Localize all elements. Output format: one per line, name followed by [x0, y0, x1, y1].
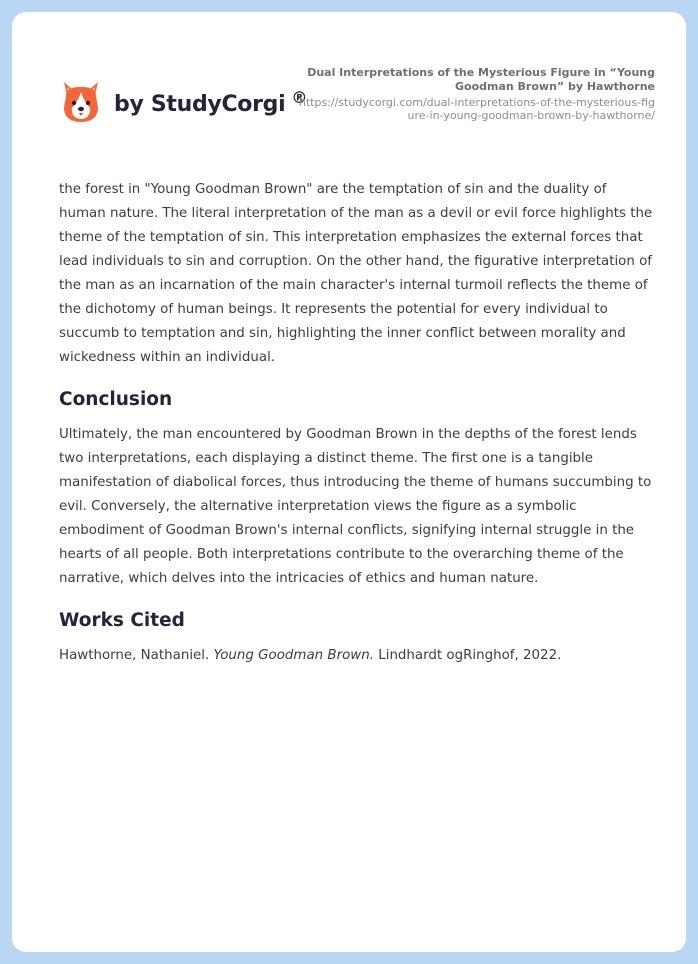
studycorgi-logo[interactable]	[60, 76, 307, 126]
citation-entry	[59, 644, 657, 668]
citation-work-title: Young Goodman Brown.	[213, 648, 374, 663]
registered-mark: ®	[291, 87, 308, 107]
page-header	[12, 12, 686, 152]
corgi-icon	[60, 78, 102, 124]
citation-author: Hawthorne, Nathaniel.	[59, 648, 210, 663]
works-cited-heading: Works Cited	[59, 610, 185, 631]
logo-text: by StudyCorgi	[114, 91, 286, 117]
conclusion-paragraph: Ultimately, the man encountered by Goodman Brown in the depths of the forest lends two interpretations, each displaying a distinct theme. The first one is a tangible manifestation of diabolical forces, thus introducing the theme of humans succumbing to evil. Conversely, the alternative interpretation views the figure as a symbolic embodiment of Goodman Brown's internal conflicts, signifying internal struggle in the hearts of all people. Both interpretations contribute to the overarching theme of the narrative, which delves into the intricacies of ethics and human nature.	[59, 427, 652, 586]
document-url[interactable]: https://studycorgi.com/dual-interpretations-of-the-mysterious-figure-in-young-goodman-brown-by-hawthorne/	[298, 96, 655, 122]
citation-publisher-year: Lindhardt ogRinghof, 2022.	[378, 648, 562, 663]
intro-paragraph: the forest in "Young Goodman Brown" are the temptation of sin and the duality of human nature. The literal interpretation of the man as a devil or evil force highlights the theme of the temptation of sin. This interpretation emphasizes the external forces that lead individuals to sin and corruption. On the other hand, the figurative interpretation of the man as an incarnation of the main character's internal turmoil reflects the theme of the dichotomy of human beings. It represents the potential for every individual to succumb to temptation and sin, highlighting the inner conflict between morality and wickedness within an individual.	[59, 182, 653, 365]
document-body	[59, 178, 657, 668]
document-meta	[295, 66, 655, 122]
document-page	[12, 12, 686, 952]
document-title: Dual Interpretations of the Mysterious Figure in “Young Goodman Brown” by Hawthorne	[307, 66, 655, 93]
conclusion-heading: Conclusion	[59, 389, 173, 410]
